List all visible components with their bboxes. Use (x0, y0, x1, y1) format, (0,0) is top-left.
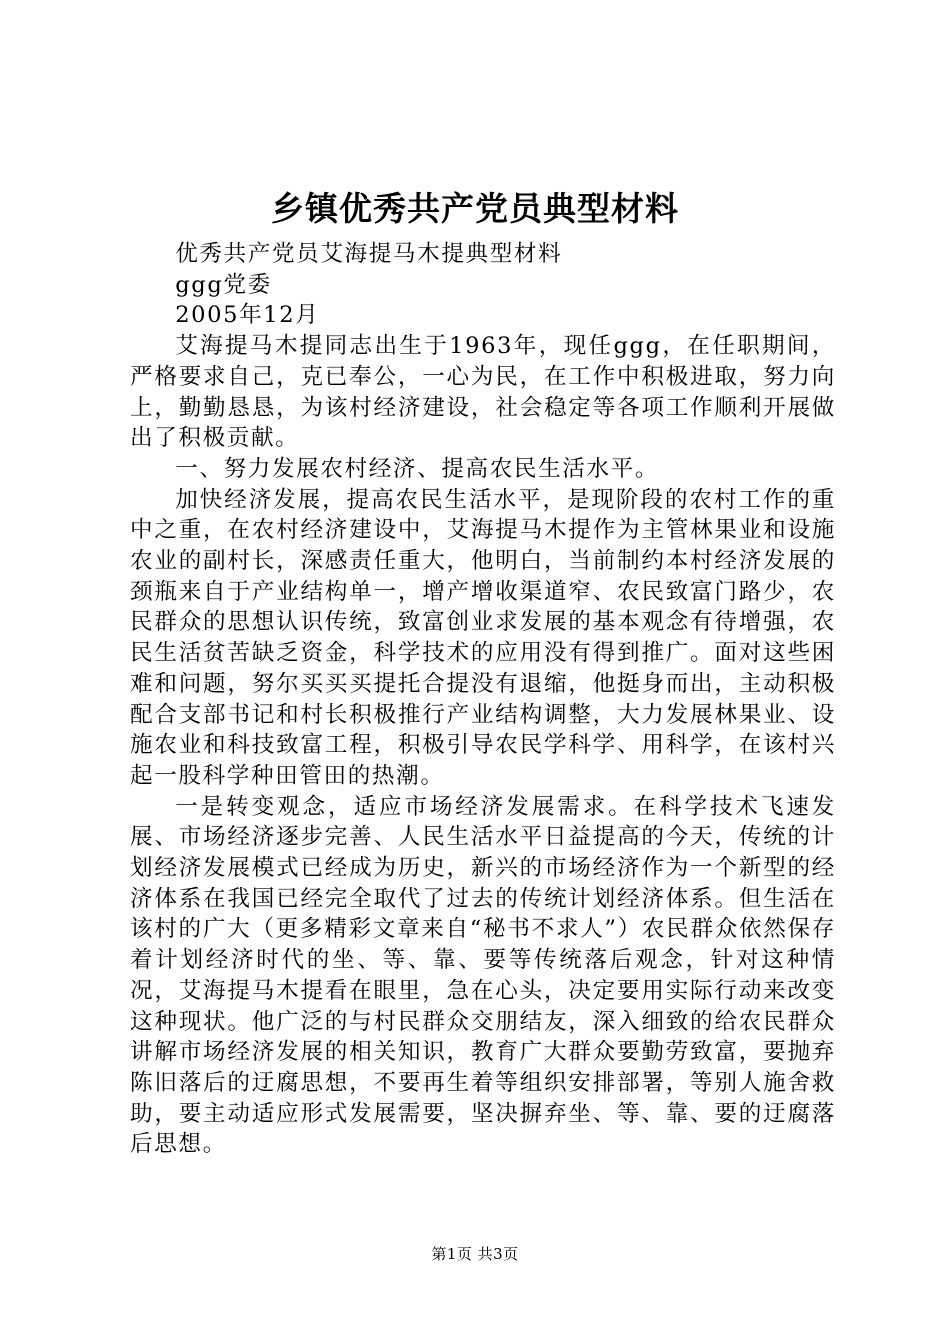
author-line: ggg党委 (175, 271, 272, 298)
subtitle-line: 优秀共产党员艾海提马木提典型材料 (175, 241, 563, 267)
date-line: 2005年12月 (175, 302, 320, 329)
page-footer: 第1页 共3页 (431, 1245, 519, 1263)
body-paragraph: 加快经济发展，提高农民生活水平，是现阶段的农村工作的重中之重，在农村经济建设中，艾海提马木提作为主管林果业和设施农业的副村长，深感责任重大，他明白，当前制约本村经济发展的颈瓶来自于产业结构单一，增产增收渠道窄、农民致富门路少，农民群众的思想认识传统，致富创业求发展的基本观念有待增强，农民生活贫苦缺乏资金，科学技术的应用没有得到推广。面对这些困难和问题，努尔买买买提托合提没有退缩，他挺身而出，主动积极配合支部书记和村长积极推行产业结构调整，大力发展林果业、设施农业和科技致富工程，积极引导农民学科学、用科学，在该村兴起一股科学种田管田的热潮。 (130, 486, 836, 789)
body-paragraph: 一是转变观念，适应市场经济发展需求。在科学技术飞速发展、市场经济逐步完善、人民生活水平日益提高的今天，传统的计划经济发展模式已经成为历史，新兴的市场经济作为一个新型的经济体系在我国已经完全取代了过去的传统计划经济体系。但生活在该村的广大（更多精彩文章来自“秘书不求人”）农民群众依然保存着计划经济时代的坐、等、靠、要等传统落后观念，针对这种情况，艾海提马木提看在眼里，急在心头，决定要用实际行动来改变这种现状。他广泛的与村民群众交朋结友，深入细致的给农民群众讲解市场经济发展的相关知识，教育广大群众要勤劳致富，要抛弃陈旧落后的迂腐思想，不要再生着等组织安排部署，等别人施舍救助，要主动适应形式发展需要，坚决摒弃坐、等、靠、要的迂腐落后思想。 (130, 793, 836, 1158)
section-heading: 一、努力发展农村经济、提高农民生活水平。 (175, 455, 660, 482)
intro-paragraph: 艾海提马木提同志出生于1963年，现任ggg，在任职期间，严格要求自己，克已奉公，一心为民，在工作中积极进取，努力向上，勤勤恳恳，为该村经济建设，社会稳定等各项工作顺利开展做出了积极贡献。 (130, 333, 836, 452)
document-title: 乡镇优秀共产党员典型材料 (271, 189, 679, 228)
document-body (130, 239, 836, 1160)
